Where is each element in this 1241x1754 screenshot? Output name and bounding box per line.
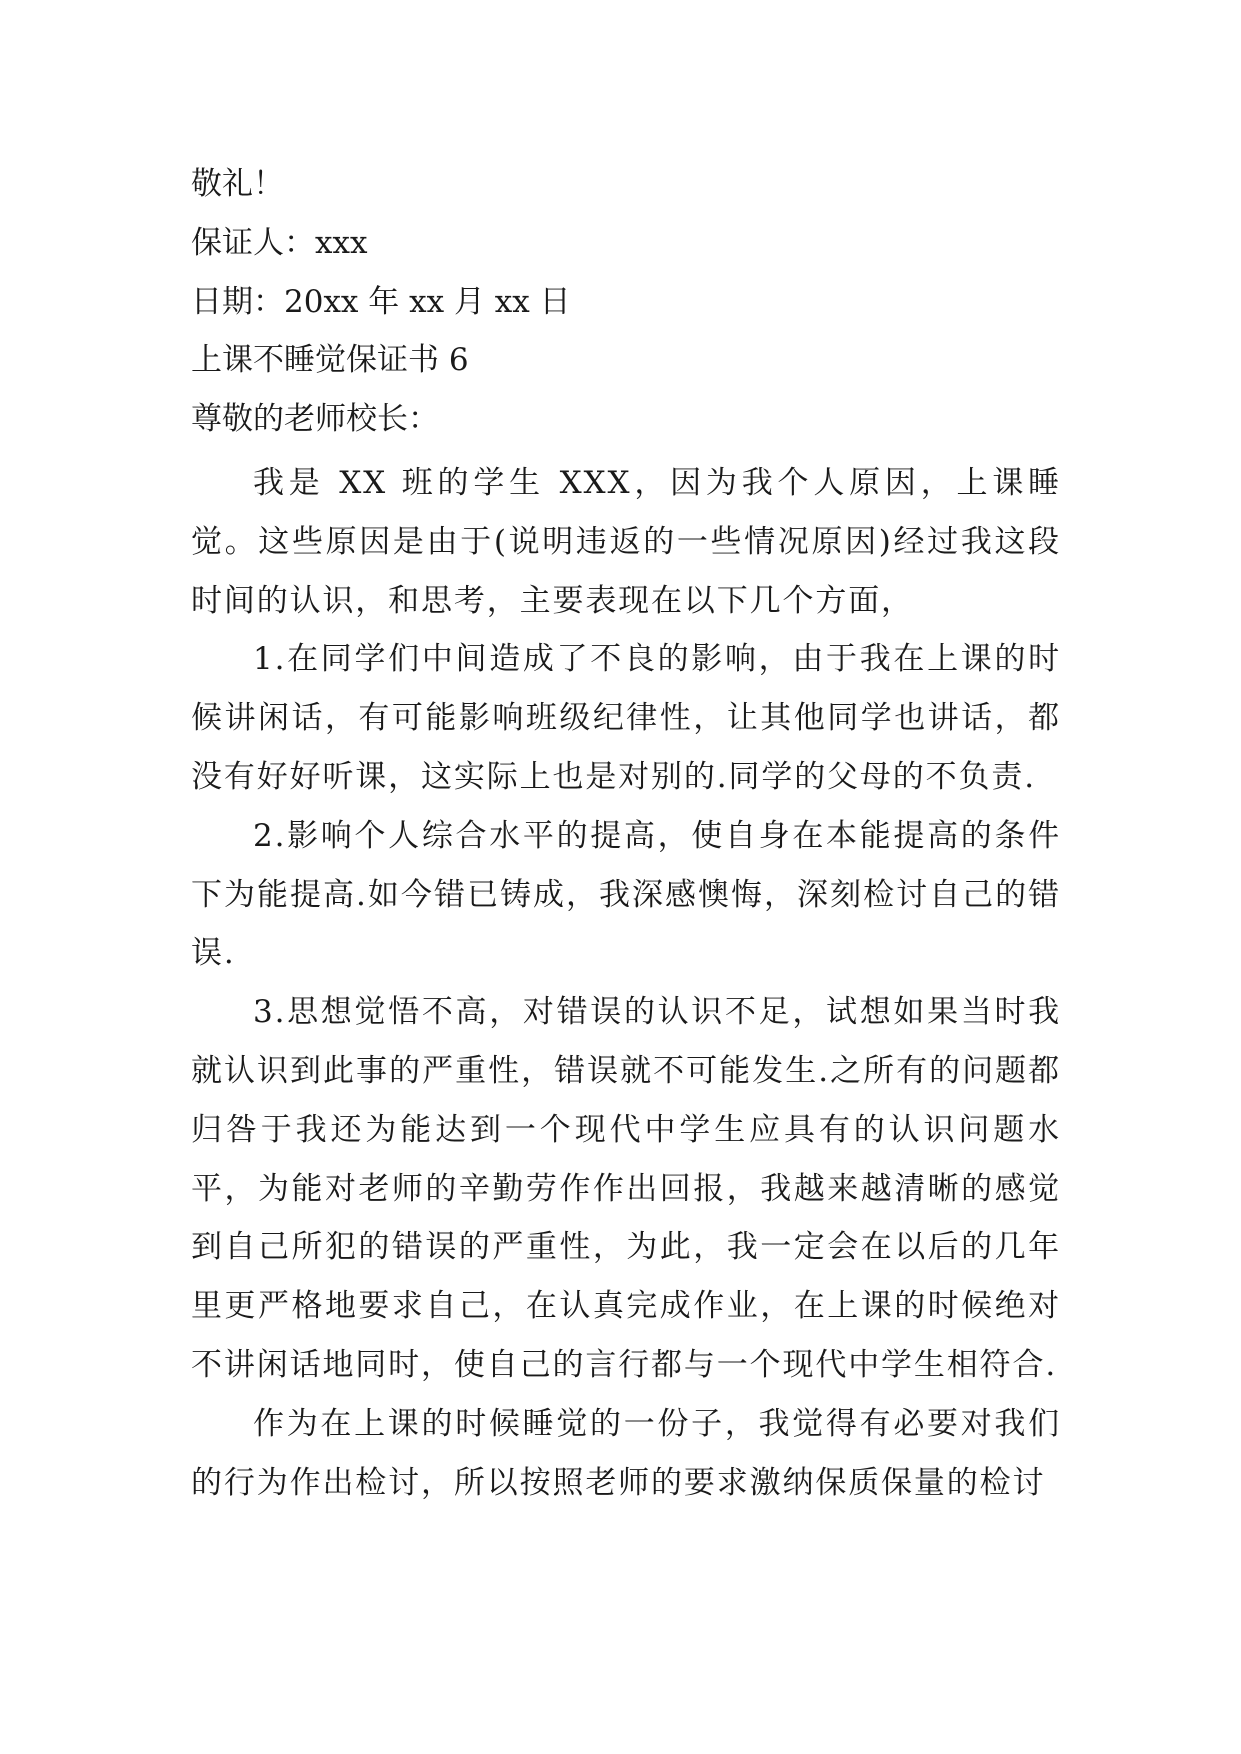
guarantor-line: 保证人：xxx: [191, 224, 368, 261]
letter-greeting: 尊敬的老师校长：: [191, 401, 439, 438]
closing-salute: 敬礼！: [191, 166, 284, 202]
letter-paragraphs: [191, 454, 1061, 1512]
document-body: [191, 155, 1061, 1512]
letter-title: 上课不睡觉保证书 6: [191, 342, 469, 379]
paragraph-point-1: 1.在同学们中间造成了不良的影响，由于我在上课的时候讲闲话，有可能影响班级纪律性，让其他同学也讲话，都没有好好听课，这实际上也是对别的.同学的父母的不负责.: [191, 641, 1061, 795]
paragraph-point-2: 2.影响个人综合水平的提高，使自身在本能提高的条件下为能提高.如今错已铸成，我深感懊悔，深刻检讨自己的错误.: [191, 817, 1061, 972]
paragraph-conclusion: 作为在上课的时候睡觉的一份子，我觉得有必要对我们的行为作出检讨，所以按照老师的要求激纳保质保量的检讨: [191, 1405, 1061, 1501]
paragraph-point-3: 3.思想觉悟不高，对错误的认识不足，试想如果当时我就认识到此事的严重性，错误就不可能发生.之所有的问题都归咎于我还为能达到一个现代中学生应具有的认识问题水平，为能对老师的辛勤劳作作出回报，我越来越清晰的感觉到自己所犯的错误的严重性，为此，我一定会在以后的几年里更严格地要求自己，在认真完成作业，在上课的时候绝对不讲闲话地同时，使自己的言行都与一个现代中学生相符合.: [191, 994, 1061, 1383]
date-line: 日期：20xx 年 xx 月 xx 日: [191, 283, 571, 320]
paragraph-intro: 我是 XX 班的学生 XXX，因为我个人原因，上课睡觉。这些原因是由于(说明违返的一些情况原因)经过我这段时间的认识，和思考，主要表现在以下几个方面，: [191, 464, 1061, 619]
